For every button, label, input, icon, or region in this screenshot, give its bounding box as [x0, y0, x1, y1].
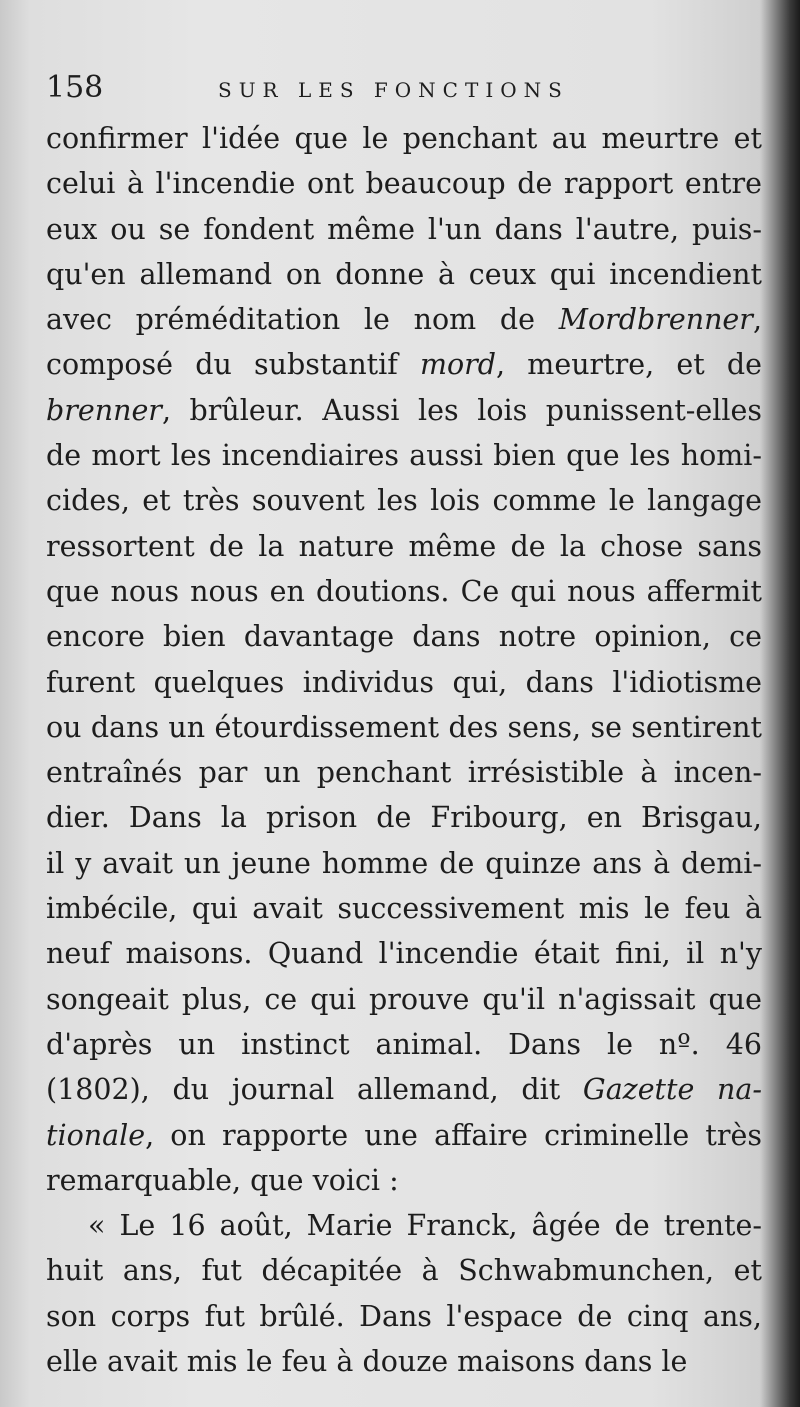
text-line	[46, 614, 762, 659]
text-segment: , brûleur. Aussi les lois punissent-elles	[161, 393, 762, 427]
text-segment: entraînés par un penchant irrésistible à incen-	[46, 756, 762, 790]
text-line	[46, 795, 762, 840]
text-segment: de mort les incendiaires aussi bien que les homi-	[46, 439, 762, 473]
text-line	[46, 841, 762, 886]
text-line	[46, 750, 762, 795]
text-line	[46, 1294, 762, 1339]
text-line	[46, 116, 762, 161]
text-segment: encore bien davantage dans notre opinion, ce	[46, 620, 762, 654]
text-segment: ,	[752, 303, 762, 337]
text-segment: ou dans un étourdissement des sens, se sentirent	[46, 710, 762, 744]
running-head: SUR LES FONCTIONS	[218, 78, 569, 102]
text-segment: avec préméditation le nom de	[46, 303, 559, 337]
text-segment: cides, et très souvent les lois comme le langage	[46, 484, 762, 518]
text-line	[46, 1203, 762, 1248]
italic-term: brenner	[46, 393, 162, 427]
text-segment: , on rapporte une affaire criminelle très	[145, 1118, 762, 1152]
text-line	[46, 524, 762, 569]
text-line	[46, 388, 762, 433]
text-line	[46, 931, 762, 976]
text-line	[46, 342, 762, 387]
text-segment: qu'en allemand on donne à ceux qui incendient	[46, 257, 762, 291]
text-segment: que nous nous en doutions. Ce qui nous affermit	[46, 574, 762, 608]
text-segment: remarquable, que voici :	[46, 1163, 399, 1197]
italic-term: tionale	[46, 1118, 146, 1152]
text-segment: elle avait mis le feu à douze maisons dans le	[46, 1345, 688, 1379]
text-line	[46, 207, 762, 252]
text-line	[46, 478, 762, 523]
text-segment: eux ou se fondent même l'un dans l'autre, puis-	[46, 212, 762, 246]
text-segment: confirmer l'idée que le penchant au meurtre et	[46, 122, 762, 155]
text-segment: dier. Dans la prison de Fribourg, en Brisgau,	[46, 801, 762, 835]
text-line	[46, 886, 762, 931]
text-line	[46, 161, 762, 206]
text-segment: imbécile, qui avait successivement mis le feu à	[46, 892, 762, 926]
text-segment: (1802), du journal allemand, dit	[46, 1073, 583, 1107]
text-segment: son corps fut brûlé. Dans l'espace de cinq ans,	[46, 1299, 762, 1333]
text-line	[46, 297, 762, 342]
text-line	[46, 1339, 762, 1384]
text-segment: d'après un instinct animal. Dans le nº. 46	[46, 1027, 762, 1061]
page-number: 158	[46, 70, 104, 105]
text-segment: il y avait un jeune homme de quinze ans à demi-	[46, 846, 762, 880]
text-line	[46, 1113, 762, 1158]
text-segment: , meurtre, et de	[496, 348, 762, 382]
text-segment: composé du substantif	[46, 348, 420, 382]
text-line	[46, 569, 762, 614]
text-segment: furent quelques individus qui, dans l'idiotisme	[46, 665, 762, 699]
text-segment: celui à l'incendie ont beaucoup de rapport entre	[46, 167, 762, 201]
body-text	[46, 116, 762, 1384]
text-line	[46, 1248, 762, 1293]
text-segment: songeait plus, ce qui prouve qu'il n'agissait que	[46, 982, 762, 1016]
text-line	[46, 660, 762, 705]
text-segment: « Le 16 août, Marie Franck, âgée de trente-	[88, 1209, 762, 1243]
text-segment: neuf maisons. Quand l'incendie était fini, il n'y	[46, 937, 762, 971]
page-header	[46, 68, 746, 108]
text-line	[46, 252, 762, 297]
text-line	[46, 1022, 762, 1067]
italic-term: Gazette na-	[582, 1073, 763, 1107]
text-line	[46, 705, 762, 750]
text-line	[46, 1067, 762, 1112]
italic-term: mord	[419, 348, 497, 382]
text-line	[46, 433, 762, 478]
text-segment: ressortent de la nature même de la chose sans	[46, 529, 762, 563]
text-line	[46, 1158, 762, 1203]
text-line	[46, 977, 762, 1022]
italic-term: Mordbrenner	[558, 303, 753, 337]
text-segment: huit ans, fut décapitée à Schwabmunchen, et	[46, 1254, 762, 1288]
